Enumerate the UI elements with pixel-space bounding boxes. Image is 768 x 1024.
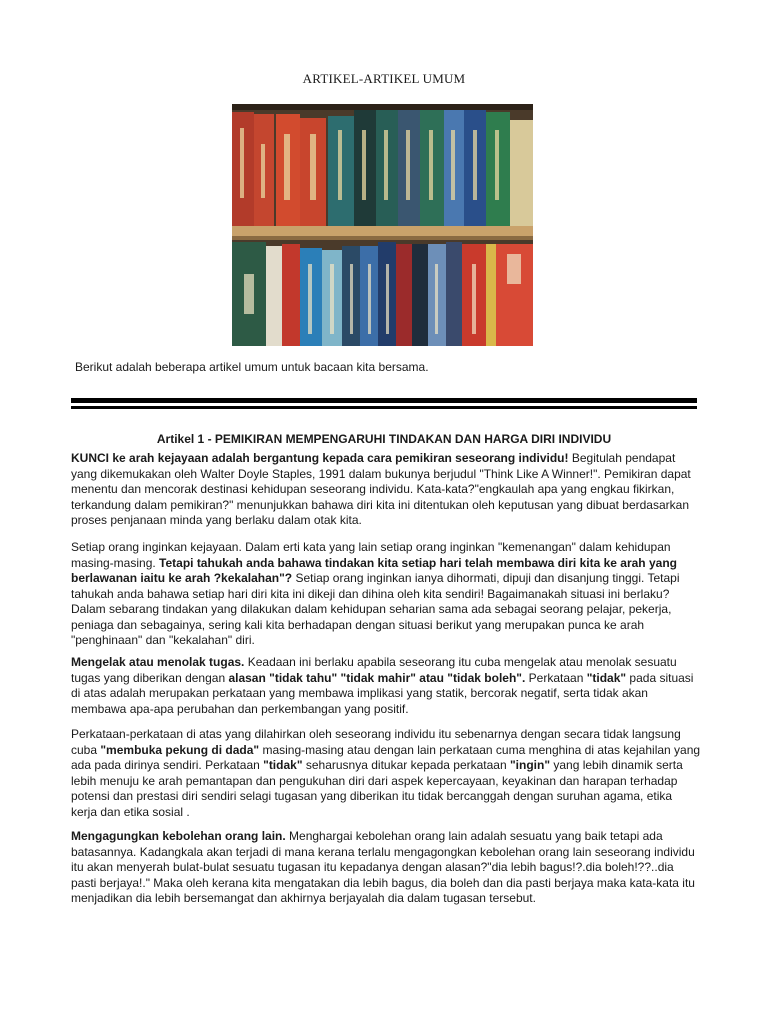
paragraph-1 <box>71 451 701 529</box>
body-text: masing-masing atau dengan lain perkataan cuma menghina di atas kejahilan yang ada pada dirinya sendiri. Perkataan <box>71 742 701 772</box>
bold-text: "tidak" <box>263 758 303 772</box>
paragraph-2 <box>71 540 701 649</box>
intro-text: Berikut adalah beberapa artikel umum untuk bacaan kita bersama. <box>75 360 429 374</box>
article-title: Artikel 1 - PEMIKIRAN MEMPENGARUHI TINDAKAN DAN HARGA DIRI INDIVIDU <box>156 432 612 446</box>
body-text: yang lebih dinamik serta lebih menuju ke arah pemantapan dan pengukuhan diri dari aspek kepercayaan, keyakinan dan harapan terhadap potensi dan prestasi diri sendiri selagi tugasan yang diberikan itu tidak bercanggah dengan suruhan agama, etika kerja dan etika sosial . <box>71 758 683 819</box>
bold-text: "ingin" <box>509 758 551 772</box>
body-text: seharusnya ditukar kepada perkataan <box>302 758 510 772</box>
bold-text: KUNCI ke arah kejayaan adalah bergantung kepada cara pemikiran seseorang individu! <box>71 451 569 465</box>
body-text: Perkataan <box>525 670 587 685</box>
page-title: ARTIKEL-ARTIKEL UMUM <box>302 71 466 86</box>
paragraph-4 <box>71 727 701 820</box>
bold-text: Mengelak atau menolak tugas. <box>71 655 245 669</box>
body-text: Begitulah pendapat yang dikemukakan oleh Walter Doyle Staples, 1991 dalam bukunya berjudul "Think Like A Winner!". Pemikiran dapat menentu dan mencorak destinasi kehidupan seseorang individu. Kata-kata?"engkaulah apa yang engkau fikirkan, terkandung dalam pemikiran?" menunjukkan bahawa diri kita ini ditentukan oleh keputusan yang dibuat berdasarkan proses penjanaan minda yang berlaku dalam otak kita. <box>71 451 691 527</box>
bold-text: Tetapi tahukah anda bahawa tindakan kita setiap hari telah membawa diri kita ke arah yang berlawanan iaitu ke arah ?kekalahan"? <box>71 555 677 585</box>
bold-text: alasan "tidak tahu" "tidak mahir" atau "tidak boleh". <box>228 670 526 685</box>
bold-text: "membuka pekung di dada" <box>100 742 260 757</box>
paragraph-3 <box>71 655 701 717</box>
body-text: Menghargai kebolehan orang lain adalah sesuatu yang baik tetapi ada batasannya. Kadangkala akan terjadi di mana kerana terlalu mengagongkan kebolehan orang lain seseorang individu itu akan menyerah bulat-bulat sesuatu tugasan itu kepadanya dengan alasan?"dia lebih bagus!?.dia boleh!??..dia pasti berjaya!." Maka oleh kerana kita mengatakan dia lebih bagus, dia boleh dan dia pasti berjaya maka kata-kata itu menjadikan dia lebih bersemangat dan akhirnya berjayalah dia dalam tugasan tersebut. <box>71 829 695 905</box>
body-text: Setiap orang inginkan kejayaan. Dalam erti kata yang lain setiap orang inginkan "kemenangan" dalam kehidupan masing-masing. <box>71 540 671 570</box>
body-text: pada situasi di atas adalah merupakan perkataan yang membawa implikasi yang statik, bercorak negatif, serta tidak akan membawa apa-apa perubahan dan perkembangan yang positif. <box>71 670 694 716</box>
bold-text: Mengagungkan kebolehan orang lain. <box>71 829 286 843</box>
divider-thick <box>71 398 697 403</box>
body-text: Perkataan-perkataan di atas yang dilahirkan oleh seseorang individu itu sebenarnya dengan secara tidak langsung cuba <box>71 727 681 757</box>
bold-text: "tidak" <box>586 670 627 685</box>
divider-thin <box>71 406 697 409</box>
body-text: Keadaan ini berlaku apabila seseorang itu cuba mengelak atau menolak sesuatu tugas yang diberikan dengan <box>71 655 677 685</box>
paragraph-5 <box>71 829 701 907</box>
bookshelf-photo <box>232 104 533 346</box>
body-text: Setiap orang inginkan ianya dihormati, dipuji dan disanjung tinggi. Tetapi tahukah anda bahawa setiap hari diri kita ini dikeji dan dihina oleh kita sendiri! Bagaimanakah situasi ini berlaku?Dalam sebarang tindakan yang dilakukan dalam kehidupan seharian sama ada sebagai seorang pelajar, pekerja, peniaga dan sebagainya, sering kali kita berhadapan dengan situasi berikut yang merupakan punca ke arah "penghinaan" dan "kekalahan" diri. <box>71 571 680 647</box>
